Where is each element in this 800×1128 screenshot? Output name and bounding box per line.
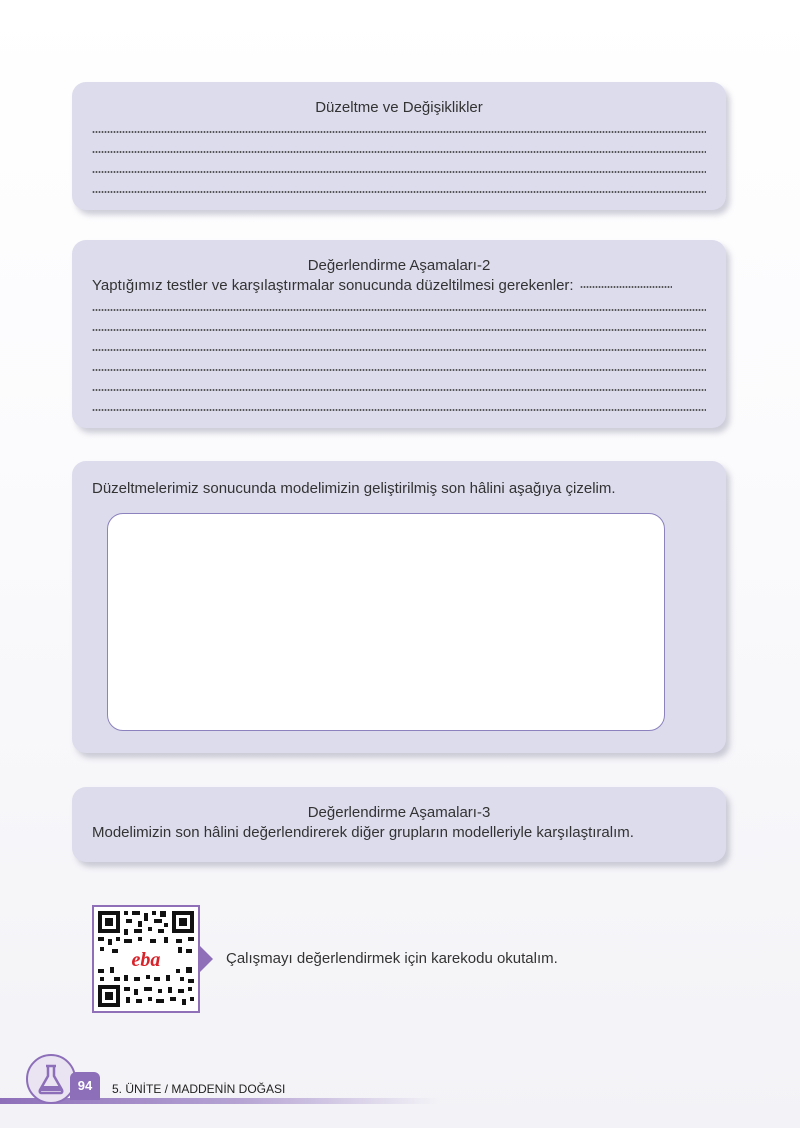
drawing-panel	[72, 461, 726, 753]
unit-label: 5. ÜNİTE / MADDENİN DOĞASI	[112, 1082, 286, 1096]
evaluation-3-panel	[72, 787, 726, 862]
writing-line[interactable]	[92, 158, 706, 178]
qr-caption: Çalışmayı değerlendirmek için karekodu okutalım.	[226, 950, 558, 967]
evaluation-2-title: Değerlendirme Aşamaları-2	[307, 257, 491, 274]
writing-line[interactable]	[92, 376, 706, 396]
qr-code[interactable]	[92, 905, 200, 1013]
evaluation-2-prompt-row	[92, 276, 706, 296]
writing-line[interactable]	[92, 356, 706, 376]
evaluation-2-prompt: Yaptığımız testler ve karşılaştırmalar sonucunda düzeltilmesi gerekenler:	[92, 277, 574, 294]
corrections-lines	[92, 118, 706, 198]
writing-line[interactable]	[92, 396, 706, 416]
page-number: 94	[70, 1072, 100, 1100]
writing-line[interactable]	[92, 336, 706, 356]
qr-pointer-arrow-icon	[200, 946, 213, 972]
inline-writing-line[interactable]	[580, 286, 672, 288]
writing-line[interactable]	[92, 138, 706, 158]
writing-line[interactable]	[92, 178, 706, 198]
corrections-panel	[72, 82, 726, 210]
eba-logo: eba	[131, 949, 161, 971]
evaluation-3-title: Değerlendirme Aşamaları-3	[307, 804, 491, 821]
drawing-instruction: Düzeltmelerimiz sonucunda modelimizin geliştirilmiş son hâlini aşağıya çizelim.	[92, 480, 616, 497]
writing-line[interactable]	[92, 118, 706, 138]
evaluation-3-text: Modelimizin son hâlini değerlendirerek diğer grupların modelleriyle karşılaştıralım.	[92, 824, 634, 841]
footer-badge	[26, 1054, 76, 1104]
writing-line[interactable]	[92, 316, 706, 336]
writing-line[interactable]	[92, 296, 706, 316]
evaluation-2-panel	[72, 240, 726, 428]
qr-pattern-icon	[94, 907, 198, 1011]
evaluation-2-lines	[92, 296, 706, 416]
drawing-area[interactable]	[107, 513, 665, 731]
flask-icon	[28, 1056, 74, 1102]
corrections-title: Düzeltme ve Değişiklikler	[315, 99, 483, 116]
